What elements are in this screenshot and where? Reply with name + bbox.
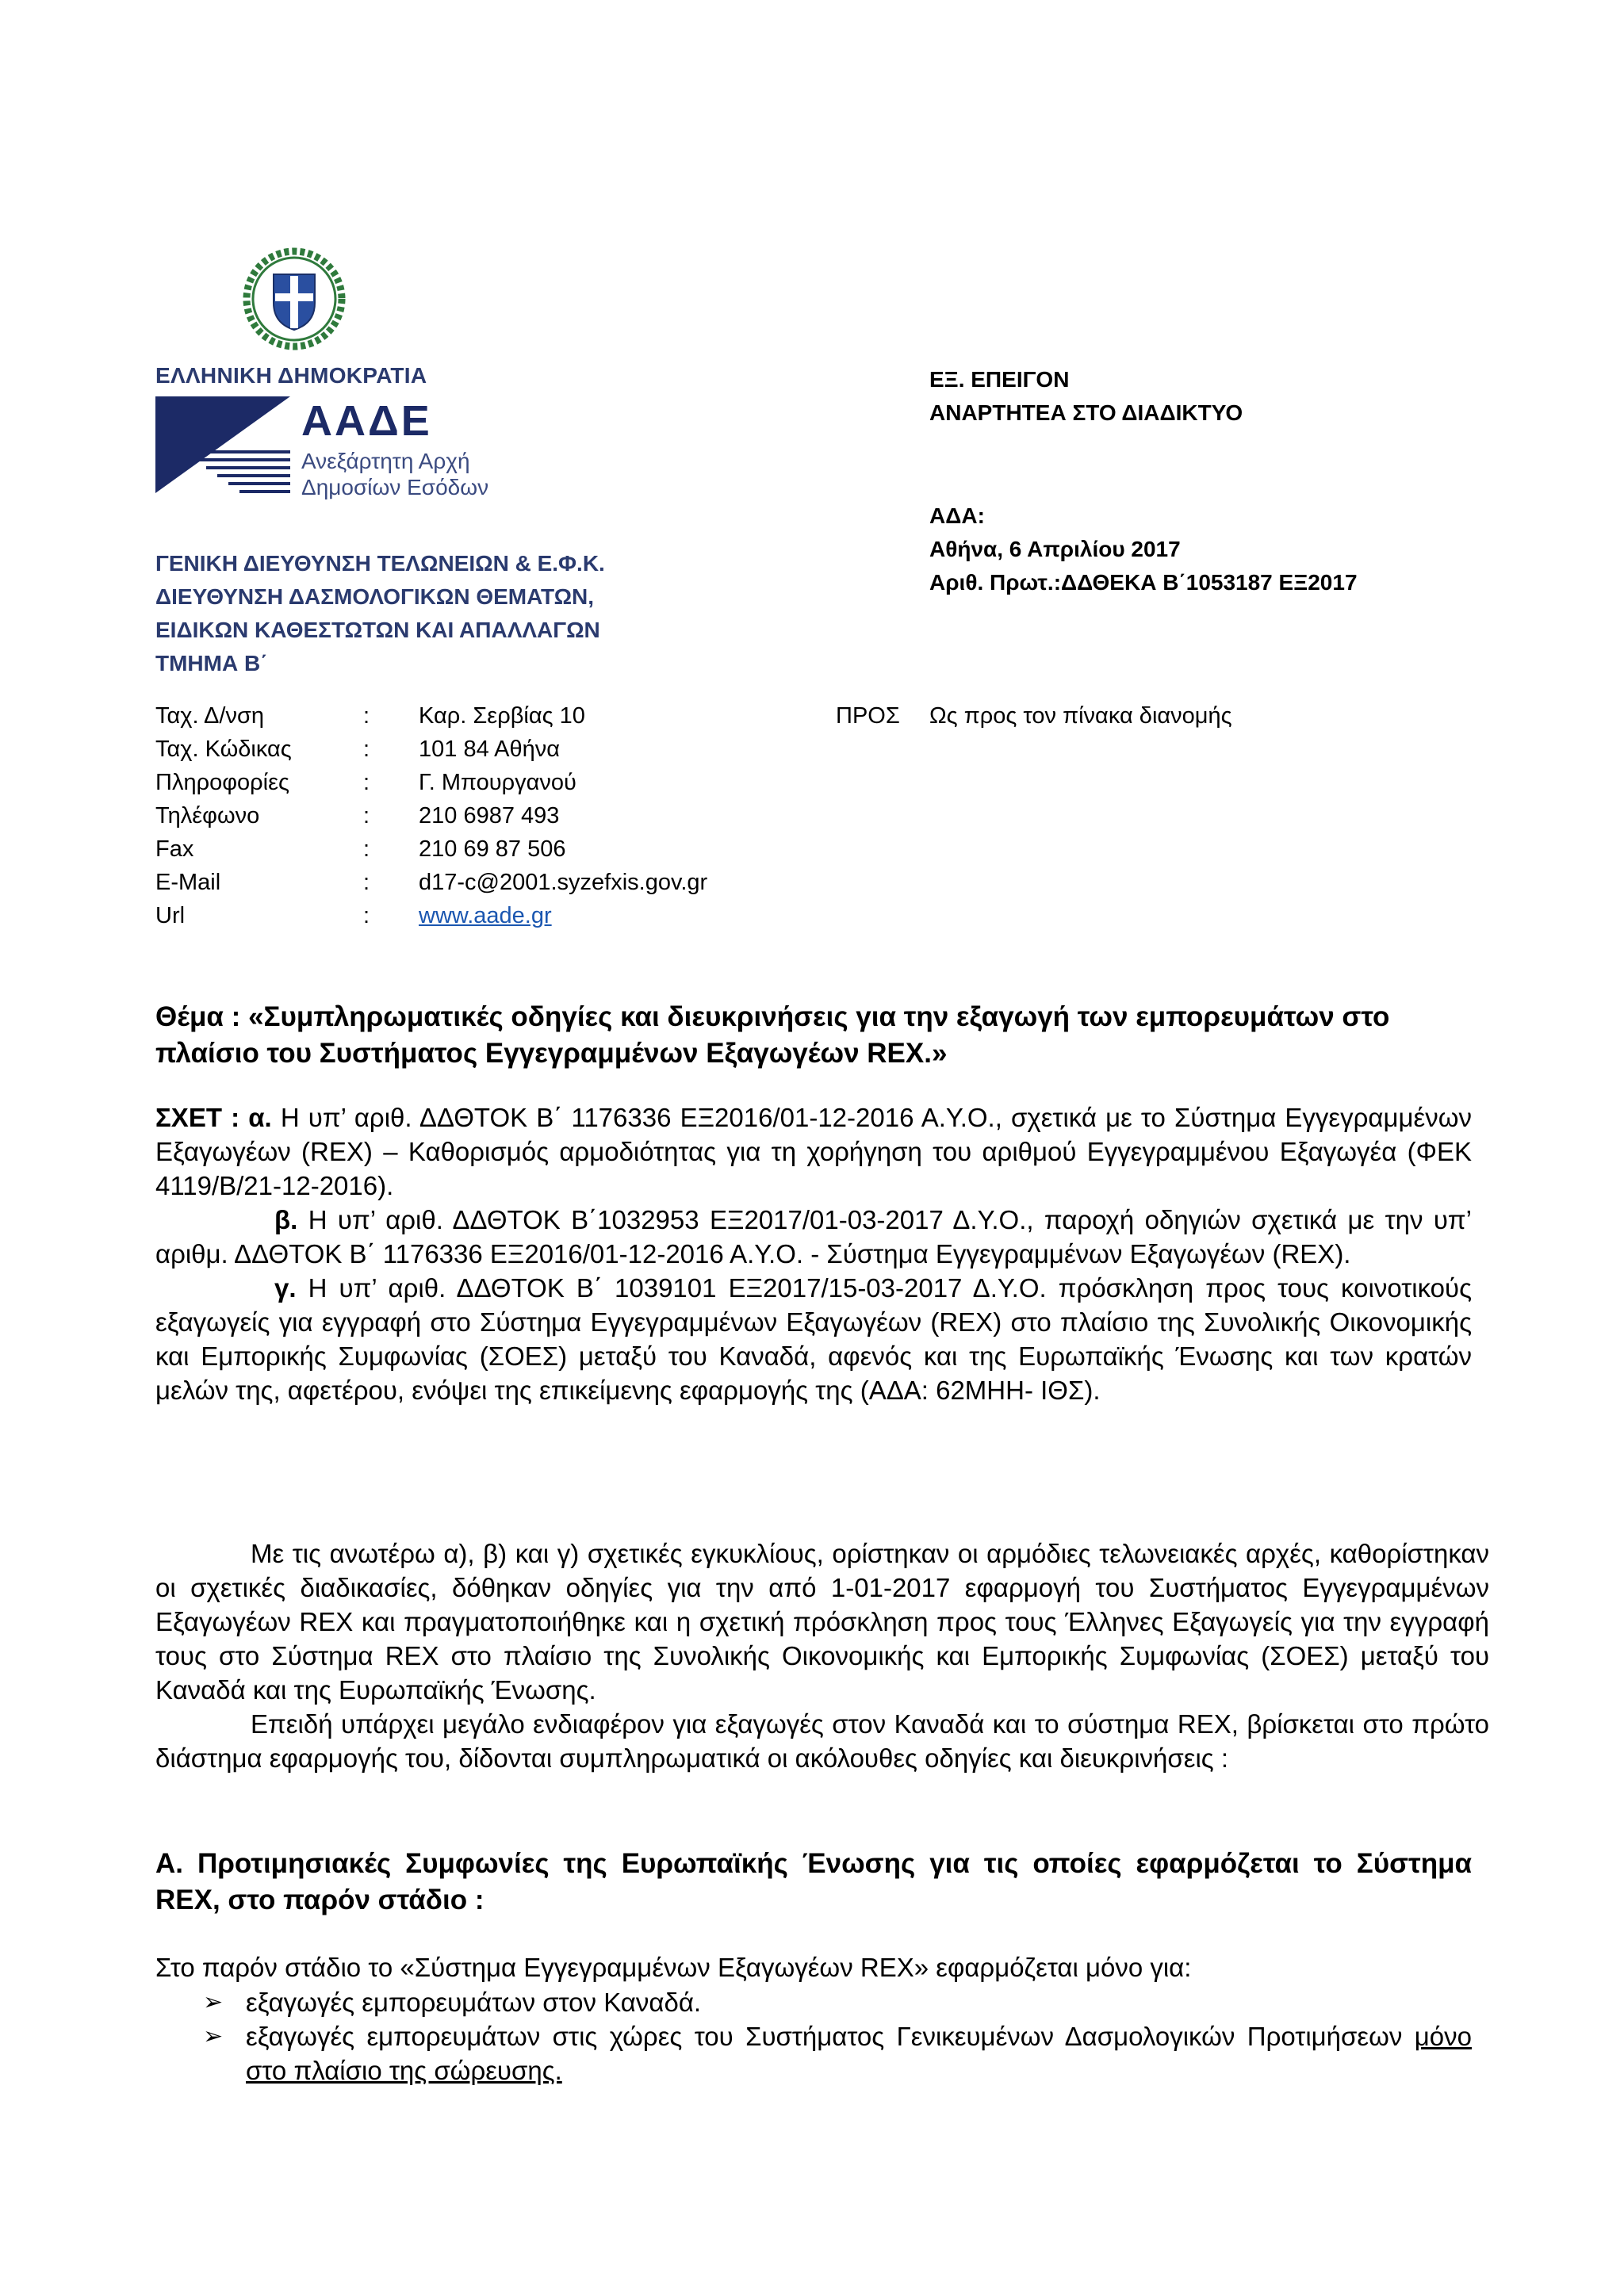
list-item — [203, 2019, 1472, 2087]
contact-value: 210 6987 493 — [419, 803, 560, 828]
contact-value: 210 69 87 506 — [419, 836, 566, 862]
recipient-label: ΠΡΟΣ — [836, 703, 900, 729]
contact-row — [155, 766, 707, 799]
reference-b-label: β. — [274, 1205, 298, 1234]
subject — [155, 999, 1472, 1072]
department-line: ΔΙΕΥΘΥΝΣΗ ΔΑΣΜΟΛΟΓΙΚΩΝ ΘΕΜΑΤΩΝ, — [155, 584, 595, 609]
reference-c-text: Η υπ’ αριθ. ΔΔΘΤΟΚ Β΄ 1039101 ΕΞ2017/15-03-2017 Δ.Υ.Ο. πρόσκληση προς τους κοινοτικούς εξαγωγείς για εγγραφή στο Σύστημα Εγγεγραμμένων Εξαγωγέων (REX) στο πλαίσιο της Συνολικής Οικονομικής και Εμπορικής Συμφωνίας (ΣΟΕΣ) μεταξύ του Καναδά, αφενός και της Ευρωπαϊκής Ένωσης και των κρατών μελών της, αφετέρου, ενόψει της επικείμενης εφαρμογής της (ΑΔΑ: 62ΜΗΗ- ΙΘΣ). — [155, 1273, 1472, 1405]
contact-separator: : — [363, 836, 370, 862]
contact-label: E-Mail — [155, 870, 221, 895]
contact-row — [155, 699, 707, 733]
reference-b-text: Η υπ’ αριθ. ΔΔΘΤΟΚ Β΄1032953 ΕΞ2017/01-03-2017 Δ.Υ.Ο., παροχή οδηγιών σχετικά με την υπ’ αριθμ. ΔΔΘΤΟΚ Β΄ 1176336 ΕΞ2016/01-12-2016 Α.Υ.Ο. - Σύστημα Εγγεγραμμένων Εξαγωγέων (REX). — [155, 1205, 1472, 1269]
reference-a-text: Η υπ’ αριθ. ΔΔΘΤΟΚ Β΄ 1176336 ΕΞ2016/01-12-2016 Α.Υ.Ο., σχετικά με το Σύστημα Εγγεγραμμένων Εξαγωγέων (REX) – Καθορισμός αρμοδιότητας για τη χορήγηση του αριθμού Εγγεγραμμένου Εξαγωγέα (ΦΕΚ 4119/Β/21-12-2016). — [155, 1103, 1472, 1200]
contact-row — [155, 866, 707, 899]
aade-title: ΑΑΔΕ — [301, 397, 432, 445]
website-link[interactable]: www.aade.gr — [419, 903, 552, 928]
contact-separator: : — [363, 737, 370, 762]
notice-block — [929, 363, 1243, 430]
contact-row — [155, 832, 707, 866]
reference-c-label: γ. — [274, 1273, 297, 1303]
section-a-title: Α. Προτιμησιακές Συμφωνίες της Ευρωπαϊκής Ένωσης για τις οποίες εφαρμόζεται το Σύστημα REX, στο παρόν στάδιο : — [155, 1848, 1472, 1915]
contact-label: Τηλέφωνο — [155, 803, 260, 828]
contact-row — [155, 799, 707, 832]
contact-label: Ταχ. Δ/νση — [155, 703, 264, 729]
subject-text: «Συμπληρωματικές οδηγίες και διευκρινήσεις για την εξαγωγή των εμπορευμάτων στο πλαίσιο του Συστήματος Εγγεγραμμένων Εξαγωγέων REX.» — [155, 1001, 1390, 1069]
list-item-text: εξαγωγές εμπορευμάτων στις χώρες του Συστήματος Γενικευμένων Δασμολογικών Προτιμήσεων — [246, 2022, 1415, 2051]
protocol-block — [929, 499, 1358, 599]
date-line: Αθήνα, 6 Απριλίου 2017 — [929, 537, 1181, 561]
reference-a — [155, 1100, 1472, 1203]
subject-label: Θέμα : — [155, 1001, 249, 1032]
contact-value: Γ. Μπουργανού — [419, 770, 576, 795]
list-item-text: εξαγωγές εμπορευμάτων στον Καναδά. — [246, 1988, 702, 2017]
reference-b — [155, 1203, 1472, 1271]
list-item — [203, 1985, 1472, 2019]
contact-label: Fax — [155, 836, 194, 862]
body-text — [155, 1536, 1489, 1775]
contact-row — [155, 899, 707, 932]
body-paragraph-2: Επειδή υπάρχει μεγάλο ενδιαφέρον για εξαγωγές στον Καναδά και το σύστημα REX, βρίσκεται στο πρώτο διάστημα εφαρμογής του, δίδονται συμπληρωματικά οι ακόλουθες οδηγίες και διευκρινήσεις : — [155, 1709, 1489, 1773]
department-line: ΓΕΝΙΚΗ ΔΙΕΥΘΥΝΣΗ ΤΕΛΩΝΕΙΩΝ & Ε.Φ.Κ. — [155, 551, 605, 576]
aade-logo — [155, 396, 528, 499]
references — [155, 1100, 1472, 1407]
reference-a-label: α. — [248, 1103, 272, 1132]
references-label: ΣΧΕΤ : — [155, 1103, 249, 1132]
department-line: ΤΜΗΜΑ Β΄ — [155, 651, 268, 675]
list-item-underlined-text: μόνο στο πλαίσιο της σώρευσης. — [246, 2022, 1472, 2085]
contact-label: Ταχ. Κώδικας — [155, 737, 292, 762]
contact-separator: : — [363, 903, 370, 928]
recipient-value: Ως προς τον πίνακα διανομής — [929, 703, 1232, 729]
contact-separator: : — [363, 803, 370, 828]
aade-logo-mark-icon — [155, 396, 292, 493]
urgent-label: ΕΞ. ΕΠΕΙΓΟΝ — [929, 367, 1070, 392]
contact-label: Πληροφορίες — [155, 770, 289, 795]
section-a-list — [203, 1985, 1472, 2087]
country-name: ΕΛΛΗΝΙΚΗ ΔΗΜΟΚΡΑΤΙΑ — [155, 363, 427, 388]
aade-subtitle-2: Δημοσίων Εσόδων — [301, 475, 489, 499]
contact-row — [155, 733, 707, 766]
aade-subtitle-1: Ανεξάρτητη Αρχή — [301, 449, 470, 473]
reference-c — [155, 1271, 1472, 1407]
contact-label: Url — [155, 903, 186, 928]
email-value: d17-c@2001.syzefxis.gov.gr — [419, 870, 708, 895]
department-line: ΕΙΔΙΚΩΝ ΚΑΘΕΣΤΩΤΩΝ ΚΑΙ ΑΠΑΛΛΑΓΩΝ — [155, 618, 600, 642]
contact-separator: : — [363, 770, 370, 795]
contact-separator: : — [363, 870, 370, 895]
arrow-bullet-icon: ➢ — [203, 1989, 224, 2015]
contact-details — [155, 699, 707, 932]
arrow-bullet-icon: ➢ — [203, 2023, 224, 2049]
recipient-line — [836, 699, 1232, 733]
contact-separator: : — [363, 703, 370, 729]
greek-emblem-icon — [242, 247, 347, 350]
body-paragraph-1: Με τις ανωτέρω α), β) και γ) σχετικές εγκυκλίους, ορίστηκαν οι αρμόδιες τελωνειακές αρχές, καθορίστηκαν οι σχετικές διαδικασίες, δόθηκαν οδηγίες για την από 1-01-2017 εφαρμογή του Συστήματος Εγγεγραμμένων Εξαγωγέων REX και πραγματοποιήθηκε και η σχετική πρόσκληση προς τους Έλληνες Εξαγωγείς για την εγγραφή τους στο Σύστημα REX στο πλαίσιο της Συνολικής Οικονομικής και Εμπορικής Συμφωνίας (ΣΟΕΣ) μεταξύ του Καναδά και της Ευρωπαϊκής Ένωσης. — [155, 1539, 1489, 1705]
contact-value: Καρ. Σερβίας 10 — [419, 703, 585, 729]
ada-label: ΑΔΑ: — [929, 503, 985, 528]
contact-value: 101 84 Αθήνα — [419, 737, 561, 762]
department-block — [155, 547, 605, 680]
section-a-intro: Στο παρόν στάδιο το «Σύστημα Εγγεγραμμένων Εξαγωγέων REX» εφαρμόζεται μόνο για: — [155, 1953, 1192, 1982]
publish-label: ΑΝΑΡΤΗΤΕΑ ΣΤΟ ΔΙΑΔΙΚΤΥΟ — [929, 400, 1243, 425]
protocol-number: Αριθ. Πρωτ.:ΔΔΘΕΚΑ Β΄1053187 ΕΞ2017 — [929, 570, 1358, 595]
